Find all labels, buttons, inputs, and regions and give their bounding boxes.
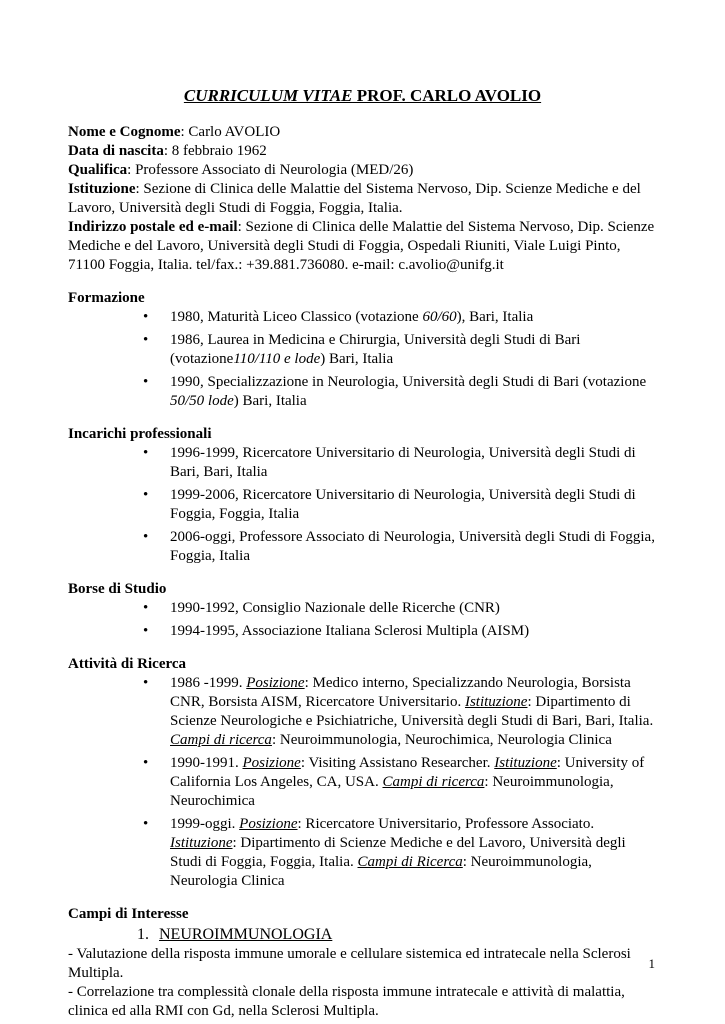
istituzione-label: Istituzione <box>494 755 557 771</box>
section-heading-incarichi: Incarichi professionali <box>68 426 212 442</box>
info-field-label: Istituzione <box>68 181 136 197</box>
bullet-icon: • <box>143 445 149 461</box>
campi-ricerca-value: : Neuroimmunologia, Neurologia Clinica <box>170 854 592 889</box>
item-text: 1990, Specializzazione in Neurologia, Università degli Studi di Bari (votazione <box>170 374 647 390</box>
posizione-label: Posizione <box>246 675 305 691</box>
title-regular-part: PROF. CARLO AVOLIO <box>352 86 542 105</box>
campi-ricerca-value: : Neuroimmunologia, Neurochimica <box>170 774 614 809</box>
list-item-text <box>170 815 657 891</box>
item-text: 1986, Laurea in Medicina e Chirurgia, Università degli Studi di Bari (votazione <box>170 332 581 367</box>
info-field-value: : 8 febbraio 1962 <box>163 143 267 159</box>
section-heading-attivita: Attività di Ricerca <box>68 656 187 672</box>
info-field-value: : Professore Associato di Neurologia (MED/26) <box>127 162 414 178</box>
istituzione-value: : Dipartimento di Scienze Neurologiche e Psichiatriche, Università degli Studi di Bari, Bari, Italia. <box>170 694 654 729</box>
item-text: ) Bari, Italia <box>320 351 394 367</box>
title-italic-part: CURRICULUM VITAE <box>183 86 353 105</box>
bullet-icon: • <box>143 600 149 616</box>
info-field-value: : Sezione di Clinica delle Malattie del Sistema Nervoso, Dip. Scienze Mediche e del Lavoro, Università degli Studi di Foggia, Foggia, Italia. <box>68 181 641 216</box>
istituzione-label: Istituzione <box>464 694 528 710</box>
posizione-label: Posizione <box>242 755 301 771</box>
bullet-icon: • <box>143 623 149 639</box>
item-text: ), Bari, Italia <box>456 309 534 325</box>
numbered-item-number: 1. <box>137 926 149 943</box>
item-grade-italic: 60/60 <box>422 309 457 325</box>
section-heading-campi-interesse: Campi di Interesse <box>68 906 189 922</box>
info-field-label: Indirizzo postale ed e-mail <box>68 219 238 235</box>
istituzione-label: Istituzione <box>170 835 233 851</box>
info-field-nome <box>68 123 657 142</box>
bullet-icon: • <box>143 487 149 503</box>
item-period: 1986 -1999. <box>170 675 247 691</box>
bullet-icon: • <box>143 332 149 348</box>
list-item <box>68 373 657 411</box>
section-heading-borse: Borse di Studio <box>68 581 167 597</box>
numbered-item <box>137 924 657 945</box>
list-item-text <box>170 754 657 811</box>
bullet-icon: • <box>143 309 149 325</box>
item-period: 1990-1991. <box>170 755 243 771</box>
info-field-istituzione <box>68 180 657 218</box>
personal-info-block <box>68 123 657 275</box>
info-field-label: Data di nascita <box>68 143 164 159</box>
list-item <box>68 674 657 750</box>
posizione-value: : Visiting Assistano Researcher. <box>300 755 495 771</box>
bullet-icon: • <box>143 755 149 771</box>
info-field-value: : Sezione di Clinica delle Malattie del Sistema Nervoso, Dip. Scienze Mediche e del Lavoro, Università degli Studi di Foggia, Ospedali Riuniti, Viale Luigi Pinto, 71100 Foggia, Italia. tel/fax.: +39.881.736080. e-mail: c.avolio@unifg.it <box>68 219 655 273</box>
bullet-icon: • <box>143 816 149 832</box>
list-item <box>68 754 657 811</box>
istituzione-value: : Dipartimento di Scienze Mediche e del Lavoro, Università degli Studi di Foggia, Foggia, Italia. <box>170 835 626 870</box>
item-grade-italic: 50/50 lode <box>170 393 234 409</box>
info-field-label: Nome e Cognome <box>68 124 181 140</box>
document-title <box>68 86 657 106</box>
bullet-icon: • <box>143 675 149 691</box>
posizione-value: : Ricercatore Universitario, Professore Associato. <box>297 816 595 832</box>
list-item-text <box>170 308 657 327</box>
info-field-qualifica <box>68 161 657 180</box>
info-field-data-nascita <box>68 142 657 161</box>
list-item-text: 1999-2006, Ricercatore Universitario di Neurologia, Università degli Studi di Foggia, Foggia, Italia <box>170 487 636 522</box>
item-text: ) Bari, Italia <box>233 393 307 409</box>
list-item-text <box>170 373 657 411</box>
incarichi-list <box>68 444 657 566</box>
attivita-list <box>68 674 657 891</box>
list-item-text <box>170 674 657 750</box>
numbered-item-text: NEUROIMMUNOLOGIA <box>159 926 333 943</box>
campi-ricerca-label: Campi di ricerca <box>382 774 485 790</box>
posizione-value: : Medico interno, Specializzando Neurologia, Borsista CNR, Borsista AISM, Ricercatore Universitario. <box>170 675 631 710</box>
list-item <box>68 444 657 482</box>
section-heading-formazione: Formazione <box>68 290 145 306</box>
campi-ricerca-value: : Neuroimmunologia, Neurochimica, Neurologia Clinica <box>271 732 612 748</box>
istituzione-value: : University of California Los Angeles, CA, USA. <box>170 755 645 790</box>
list-item-text: 1996-1999, Ricercatore Universitario di Neurologia, Università degli Studi di Bari, Bari, Italia <box>170 445 636 480</box>
interest-paragraph: - Valutazione della risposta immune umorale e cellulare sistemica ed intratecale nella Sclerosi Multipla. <box>68 946 631 981</box>
bullet-icon: • <box>143 529 149 545</box>
borse-list <box>68 599 657 641</box>
item-text: 1980, Maturità Liceo Classico (votazione <box>170 309 423 325</box>
campi-ricerca-label: Campi di ricerca <box>170 732 272 748</box>
campi-ricerca-label: Campi di Ricerca <box>357 854 463 870</box>
item-period: 1999-oggi. <box>170 816 240 832</box>
interest-paragraph: - Correlazione tra complessità clonale della risposta immune intratecale e attività di malattia, clinica ed alla RMI con Gd, nella Sclerosi Multipla. <box>68 984 625 1019</box>
item-grade-italic: 110/110 e lode <box>233 351 321 367</box>
list-item <box>68 528 657 566</box>
bullet-icon: • <box>143 374 149 390</box>
list-item-text: 2006-oggi, Professore Associato di Neurologia, Università degli Studi di Foggia, Foggia, Italia <box>170 529 655 564</box>
list-item <box>68 486 657 524</box>
info-field-indirizzo-email <box>68 218 657 275</box>
list-item <box>68 815 657 891</box>
formazione-list <box>68 308 657 411</box>
list-item-text: 1994-1995, Associazione Italiana Sclerosi Multipla (AISM) <box>170 623 530 639</box>
posizione-label: Posizione <box>239 816 298 832</box>
list-item <box>68 622 657 641</box>
info-field-label: Qualifica <box>68 162 128 178</box>
list-item <box>68 308 657 327</box>
page-number: 1 <box>648 956 655 971</box>
list-item-text: 1990-1992, Consiglio Nazionale delle Ricerche (CNR) <box>170 600 500 616</box>
list-item-text <box>170 331 657 369</box>
info-field-value: : Carlo AVOLIO <box>180 124 281 140</box>
list-item <box>68 599 657 618</box>
list-item <box>68 331 657 369</box>
